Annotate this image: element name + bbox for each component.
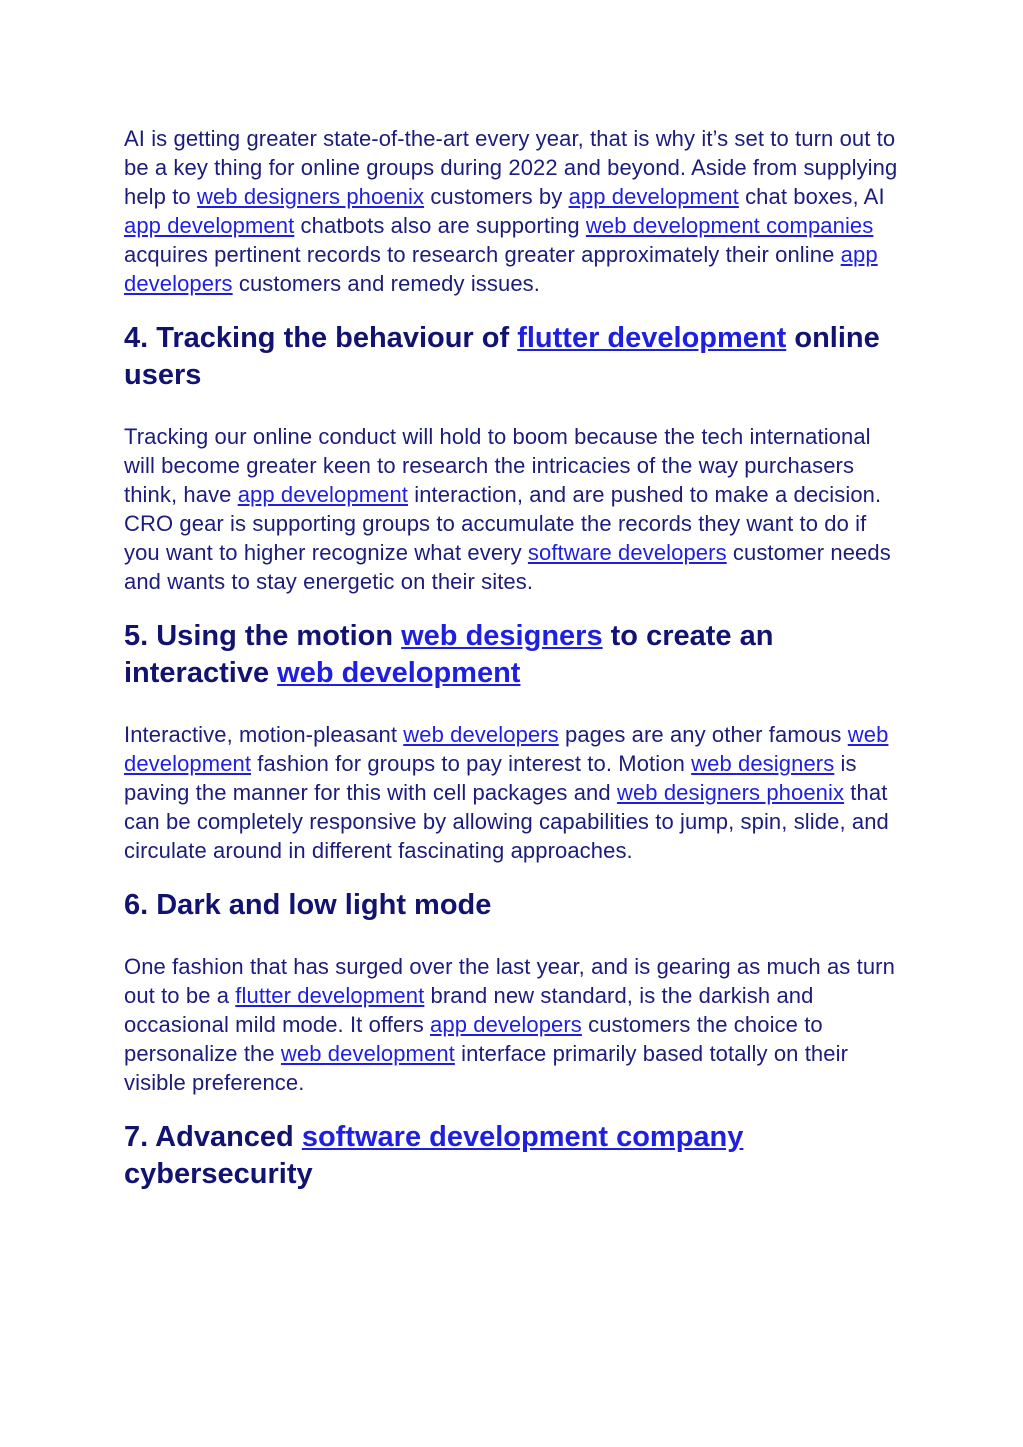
text-segment: to create an interactive [124, 620, 774, 689]
text-segment: customers the choice to personalize the [124, 1012, 823, 1066]
inline-link[interactable]: web development companies [585, 213, 874, 238]
inline-link[interactable]: web designers [401, 620, 603, 652]
text-segment: One fashion that has surged over the last year, and is gearing as much as turn out to be a [124, 954, 895, 1008]
text-segment: brand new standard, is the darkish and occasional mild mode. It offers [124, 983, 814, 1037]
inline-link[interactable]: web developers [403, 722, 559, 747]
paragraph-tracking [124, 422, 904, 596]
inline-link[interactable]: flutter development [235, 983, 425, 1008]
text-segment: online users [124, 322, 880, 391]
text-segment: is paving the manner for this with cell packages and [124, 751, 857, 805]
document-page [124, 124, 904, 1221]
inline-link[interactable]: app development [568, 184, 739, 209]
text-segment: chat boxes, AI [738, 184, 885, 209]
text-segment: interface primarily based totally on their visible preference. [124, 1041, 849, 1095]
text-segment: acquires pertinent records to research greater approximately their online [124, 242, 841, 267]
inline-link[interactable]: web development [280, 1041, 455, 1066]
inline-link[interactable]: app development [237, 482, 409, 507]
text-segment: customers by [424, 184, 569, 209]
text-segment: fashion for groups to pay interest to. Motion [251, 751, 692, 776]
inline-link[interactable]: flutter development [517, 322, 787, 354]
text-segment: chatbots also are supporting [294, 213, 586, 238]
text-segment: interaction, and are pushed to make a decision. CRO gear is supporting groups to accumulate the records they want to do if you want to higher recognize what every [124, 482, 882, 565]
inline-link[interactable]: web designers phoenix [616, 780, 845, 805]
paragraph-dark-mode [124, 952, 904, 1097]
inline-link[interactable]: web designers [691, 751, 835, 776]
text-segment: customer needs and wants to stay energetic on their sites. [124, 540, 891, 594]
text-segment: customers and remedy issues. [232, 271, 540, 296]
inline-link[interactable]: app developers [430, 1012, 582, 1037]
text-segment: Tracking our online conduct will hold to boom because the tech international will become greater keen to research the intricacies of the way purchasers think, have [124, 424, 871, 507]
paragraph-motion [124, 720, 904, 865]
heading-cybersecurity [124, 1119, 904, 1193]
paragraph-ai-intro [124, 124, 904, 298]
inline-link[interactable]: software developers [527, 540, 727, 565]
inline-link[interactable]: app developers [124, 242, 878, 296]
text-segment: 7. Advanced [124, 1121, 302, 1153]
inline-link[interactable]: web development [277, 657, 521, 689]
text-segment: 5. Using the motion [124, 620, 402, 652]
text-segment: AI is getting greater state-of-the-art every year, that is why it’s set to turn out to be a key thing for online groups during 2022 and beyond. Aside from supplying help to [124, 126, 898, 209]
text-segment: Interactive, motion-pleasant [124, 722, 404, 747]
text-segment: pages are any other famous [558, 722, 848, 747]
text-segment: cybersecurity [124, 1158, 313, 1190]
text-segment: 6. Dark and low light mode [124, 889, 492, 921]
heading-tracking-behaviour [124, 320, 904, 394]
inline-link[interactable]: app development [124, 213, 295, 238]
text-segment: 4. Tracking the behaviour of [124, 322, 518, 354]
heading-dark-mode [124, 887, 904, 924]
text-segment: that can be completely responsive by allowing capabilities to jump, spin, slide, and circulate around in different fascinating approaches. [124, 780, 889, 863]
heading-motion-design [124, 618, 904, 692]
inline-link[interactable]: web development [124, 722, 889, 776]
inline-link[interactable]: web designers phoenix [196, 184, 425, 209]
inline-link[interactable]: software development company [301, 1121, 744, 1153]
